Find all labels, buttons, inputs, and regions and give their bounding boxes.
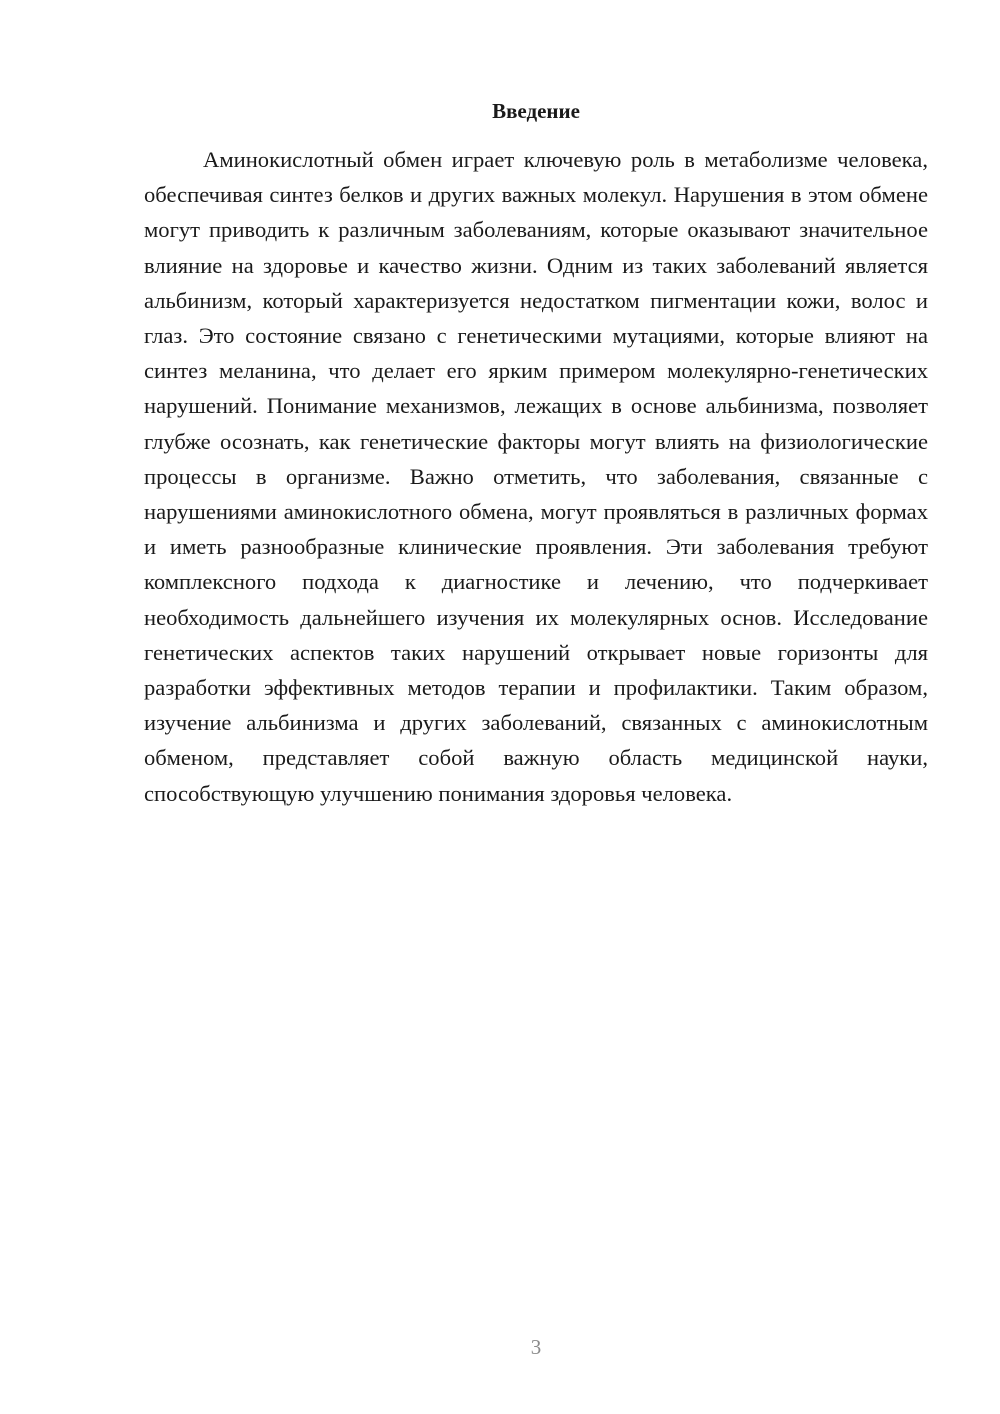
page-number: 3 — [530, 1335, 542, 1359]
section-heading: Введение — [492, 99, 580, 123]
body-paragraph: Аминокислотный обмен играет ключевую роль в метаболизме человека, обеспечивая синтез белков и других важных молекул. Нарушения в этом обмене могут приводить к различным заболеваниям, которые оказывают значительное влияние на здоровье и качество жизни. Одним из таких заболеваний является альбинизм, который характеризуется недостатком пигментации кожи, волос и глаз. Это состояние связано с генетическими мутациями, которые влияют на синтез меланина, что делает его ярким примером молекулярно-генетических нарушений. Понимание механизмов, лежащих в основе альбинизма, позволяет глубже осознать, как генетические факторы могут влиять на физиологические процессы в организме. Важно отметить, что заболевания, связанные с нарушениями аминокислотного обмена, могут проявляться в различных формах и иметь разнообразные клинические проявления. Эти заболевания требуют комплексного подхода к диагностике и лечению, что подчеркивает необходимость дальнейшего изучения их молекулярных основ. Исследование генетических аспектов таких нарушений открывает новые горизонты для разработки эффективных методов терапии и профилактики. Таким образом, изучение альбинизма и других заболеваний, связанных с аминокислотным обменом, представляет собой важную область медицинской науки, способствующую улучшению понимания здоровья человека. — [144, 147, 928, 806]
